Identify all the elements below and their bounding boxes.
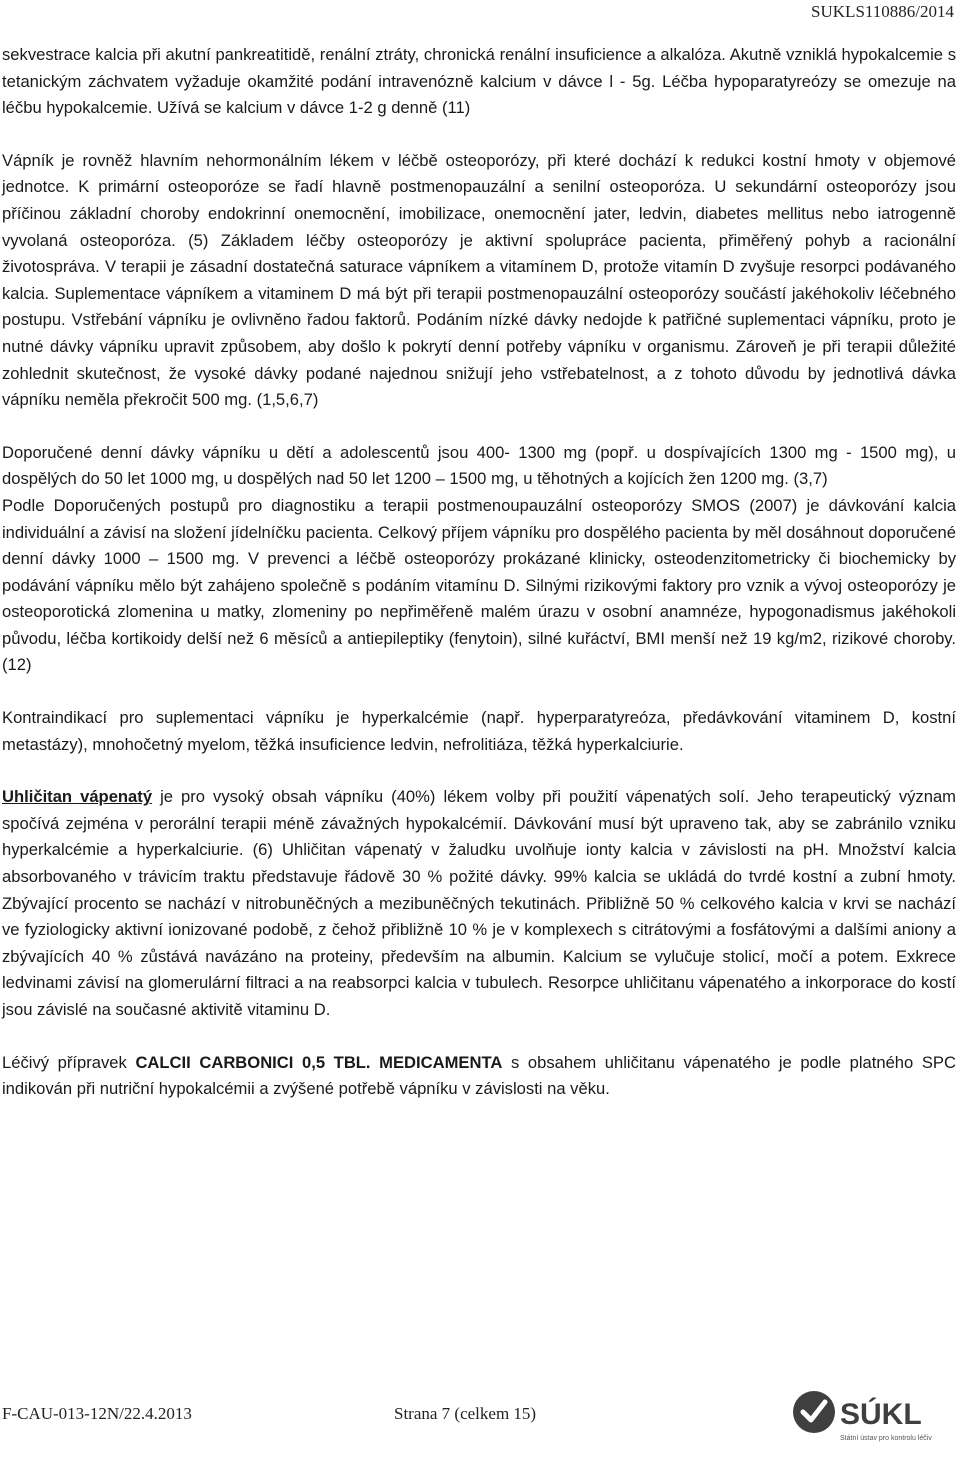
sukl-emblem-icon	[793, 1391, 835, 1433]
page-number: Strana 7 (celkem 15)	[394, 1404, 537, 1423]
paragraph-contraindications: Kontraindikací pro suplementaci vápníku je hyperkalcémie (např. hyperparatyreóza, předávkování vitaminem D, kostní metastázy), mnohočetný myelom, těžká insuficience ledvin, nefrolitiáza, těžká hyperkalciurie.	[2, 708, 956, 754]
product-text: s obsahem uhličitanu vápenatého je podle platného SPC indikován při nutriční hypokalcémii a zvýšené potřebě vápníku v závislosti na věku.	[2, 1052, 956, 1099]
paragraph-recommended-doses: Doporučené denní dávky vápníku u dětí a adolescentů jsou 400- 1300 mg (popř. u dospívajících 1300 mg - 1500 mg), u dospělých do 50 let 1000 mg, u dospělých nad 50 let 1200 – 1500 mg, u těhotných a kojících žen 1200 mg. (3,7)	[2, 442, 956, 489]
product-name: CALCII CARBONICI 0,5 TBL. MEDICAMENTA	[135, 1052, 503, 1072]
logo-title: SÚKL	[840, 1398, 922, 1431]
calcium-carbonate-term: Uhličitan vápenatý	[2, 787, 153, 807]
document-body	[2, 42, 956, 1103]
calcium-carbonate-text: je pro vysoký obsah vápníku (40%) lékem volby při použití vápenatých solí. Jeho terapeutický význam spočívá zejména v perorální terapii méně závažných hypokalcémií. Dávkování musí být upraveno tak, aby se zabránilo vzniku hyperkalcémie a hyperkalciurie. (6) Uhličitan vápenatý v žaludku uvolňuje ionty kalcia v závislosti na pH. Množství kalcia absorbovaného v trávicím traktu představuje řádově 30 % požité dávky. 99% kalcia se ukládá do tvrdé kostní a zubní hmoty. Zbývající procento se nachází v nitrobuněčných a mezibuněčných tekutinách. Přibližně 50 % celkového kalcia v krvi se nachází ve fyziologicky aktivní ionizované podobě, z čehož přibližně 10 % je v komplexech s citrátovými a fosfátovými a dalšími aniony a zbývajících 40 % zůstává navázáno na proteiny, především na albumin. Kalcium se vylučuje stolicí, močí a potem. Exkrece ledvinami závisí na glomerulární filtraci a na reabsorpci kalcia v tubulech. Resorpce uhličitanu vápenatého a inkorporace do kostí jsou závislé na současné aktivitě vitaminu D.	[2, 787, 956, 1019]
paragraph-calcium-carbonate	[2, 784, 956, 1023]
paragraph-smos-guidelines: Podle Doporučených postupů pro diagnostiku a terapii postmenoupauzální osteoporózy SMOS (2007) je dávkování kalcia individuální a závisí na složení jídelníčku pacienta. Celkový příjem vápníku pro dospělého pacienta by měl dosáhnout doporučené denní dávky 1000 – 1500 mg. V prevenci a léčbě osteoporózy prokázané klinicky, osteodenzitometricky či biochemicky by podávání vápníku mělo být zahájeno společně s podáním vitamínu D. Silnými rizikovými faktory pro vznik a vývoj osteoporózy je osteoporotická zlomenina u matky, zlomeniny po nepřiměřeně malém úrazu v osobní anamnéze, hypogonadismus jakéhokoli původu, léčba kortikoidy delší než 6 měsíců a antiepileptiky (fenytoin), silné kuřáctví, BMI menší než 19 kg/m2, rizikové choroby. (12)	[2, 495, 956, 675]
form-code: F-CAU-013-12N/22.4.2013	[2, 1404, 192, 1423]
paragraph-product	[2, 1050, 956, 1103]
document-id: SUKLS110886/2014	[811, 2, 954, 21]
sukl-logo	[790, 1380, 956, 1452]
paragraph-hypocalcemia: sekvestrace kalcia při akutní pankreatitidě, renální ztráty, chronická renální insuficience a alkalóza. Akutně vzniklá hypokalcemie s tetanickým záchvatem vyžaduje okamžité podání intravenózně kalcium v dávce l - 5g. Léčba hypoparatyreózy se omezuje na léčbu hypokalcemie. Užívá se kalcium v dávce 1-2 g denně (11)	[2, 45, 956, 118]
paragraph-osteoporosis: Vápník je rovněž hlavním nehormonálním lékem v léčbě osteoporózy, při které dochází k redukci kostní hmoty v objemové jednotce. K primární osteoporóze se řadí hlavně postmenopauzální a senilní osteoporóza. U sekundární osteoporózy jsou příčinou základní choroby endokrinní onemocnění, imobilizace, onemocnění jater, ledvin, diabetes mellitus nebo iatrogenně vyvolaná osteoporóza. (5) Základem léčby osteoporózy je aktivní spolupráce pacienta, přiměřený pohyb a racionální životospráva. V terapii je zásadní dostatečná saturace vápníkem a vitamínem D, protože vitamín D zvyšuje resorpci podávaného kalcia. Suplementace vápníkem a vitaminem D má být při terapii postmenopauzální osteoporózy součástí jakéhokoliv léčebného postupu. Vstřebání vápníku je ovlivněno řadou faktorů. Podáním nízké dávky nedojde k patřičné suplementaci vápníku, proto je nutné dávky vápníku upravit způsobem, aby došlo k pokrytí denní potřeby vápníku v organismu. Zároveň je při terapii důležité zohlednit skutečnost, že vysoké dávky podané najednou snižují jeho vstřebatelnost, a z tohoto důvodu by jednotlivá dávka vápníku neměla překročit 500 mg. (1,5,6,7)	[2, 150, 956, 410]
product-intro: Léčivý přípravek	[2, 1052, 136, 1072]
logo-tagline: Státní ústav pro kontrolu léčiv	[840, 1435, 932, 1442]
